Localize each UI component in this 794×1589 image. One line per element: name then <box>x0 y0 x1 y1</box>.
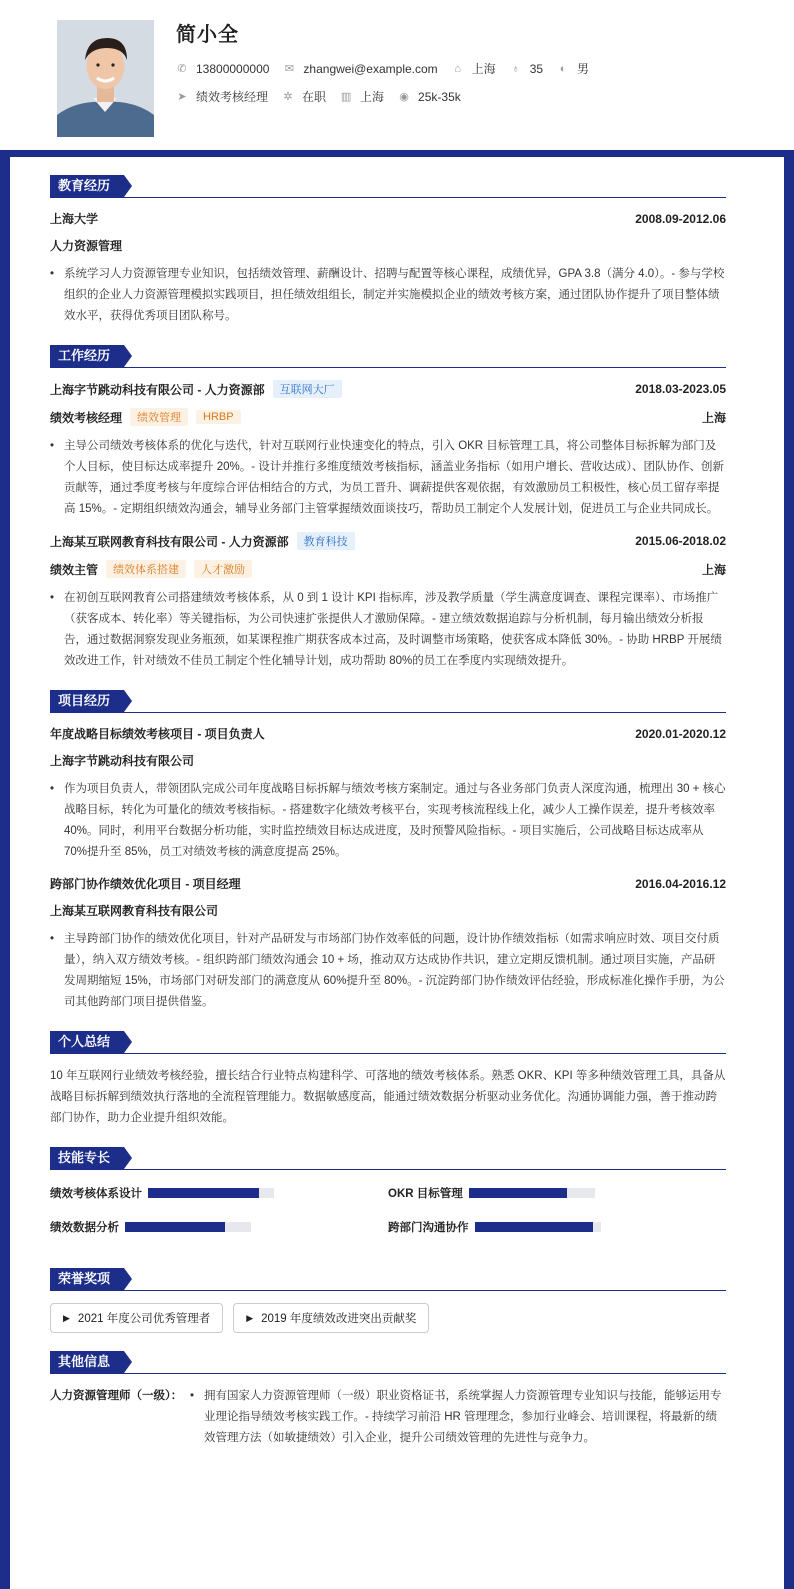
work-city: 上海 <box>360 90 385 104</box>
major: 人力资源管理 <box>50 239 123 253</box>
work-description: • 主导公司绩效考核体系的优化与迭代，针对互联网行业快速变化的特点，引入 OKR 目标管理工具，将公司整体目标拆解为部门及个人目标，使目标达成率提升 20%。- 设计并推行多维度绩效考核指标，涵盖业务指标（如用户增长、营收达成）、团队协作、创新贡献等，通过季度考核与年度综合评估相结合的方式，为员工晋升、调薪提供客观依据，有效激励员工积极性，核心员工留存率提高 15%。- 定期组织绩效沟通会，辅导业务部门主管掌握绩效面谈技巧，帮助员工制定个人发展计划，促进员工与企业共同成长。 <box>50 436 726 520</box>
skill-item <box>388 1182 726 1204</box>
project-company: 上海某互联网教育科技有限公司 <box>50 904 219 918</box>
job-intent-row <box>176 88 475 105</box>
project-name: 跨部门协作绩效优化项目 - 项目经理 <box>50 877 241 891</box>
send-icon: ➤ <box>177 90 187 103</box>
gender: 男 <box>577 62 590 76</box>
other-section <box>50 1351 726 1461</box>
expected-salary: 25k-35k <box>418 89 461 104</box>
contact-row <box>176 60 603 77</box>
job-status: 在职 <box>302 90 327 104</box>
section-title: 教育经历 <box>50 175 726 198</box>
work-city: 上海 <box>701 562 726 577</box>
skill-item <box>388 1216 726 1238</box>
education-date: 2008.09-2012.06 <box>635 211 726 226</box>
section-title: 荣誉奖项 <box>50 1268 726 1291</box>
skills-list <box>50 1182 726 1250</box>
skill-tag: 绩效体系搭建 <box>106 560 186 578</box>
skill-level <box>475 1222 593 1232</box>
award-label: 2019 年度绩效改进突出贡献奖 <box>261 1313 417 1325</box>
skills-section <box>50 1147 726 1250</box>
award-chip <box>233 1303 429 1333</box>
certificate-name: 人力资源管理师（一级）： <box>50 1390 183 1402</box>
skill-bar <box>469 1188 595 1198</box>
role-title: 绩效主管 <box>50 562 99 577</box>
work-date: 2018.03-2023.05 <box>635 382 726 396</box>
awards-section <box>50 1268 726 1333</box>
skill-bar <box>125 1222 251 1232</box>
skill-item <box>50 1182 388 1204</box>
avatar <box>57 20 154 137</box>
education-item <box>50 210 726 227</box>
project-date: 2020.01-2020.12 <box>635 726 726 741</box>
salary-icon: ◉ <box>399 90 409 103</box>
gender-icon: ◐ <box>559 62 567 75</box>
skill-bar <box>475 1222 601 1232</box>
work-date: 2015.06-2018.02 <box>635 534 726 548</box>
cake-icon: ♁ <box>511 62 520 75</box>
skill-name: OKR 目标管理 <box>388 1188 463 1200</box>
section-title: 技能专长 <box>50 1147 726 1170</box>
project-row <box>50 725 726 742</box>
project-row <box>50 875 726 892</box>
home-icon: ⌂ <box>454 62 461 75</box>
skill-level <box>469 1188 567 1198</box>
section-title: 个人总结 <box>50 1031 726 1054</box>
skill-item <box>50 1216 388 1238</box>
email-icon: ✉ <box>284 62 295 75</box>
role-title: 绩效考核经理 <box>50 410 123 425</box>
section-title: 项目经历 <box>50 690 726 713</box>
skill-bar <box>148 1188 274 1198</box>
work-section <box>50 345 726 672</box>
education-description: • 系统学习人力资源管理专业知识，包括绩效管理、薪酬设计、招聘与配置等核心课程，成绩优异，GPA 3.8（满分 4.0）。- 参与学校组织的企业人力资源管理模拟实践项目，担任绩效组组长，制定并实施模拟企业的绩效考核方案，通过团队协作提升了项目整体绩效水平，获得优秀项目团队称号。 <box>50 264 726 327</box>
project-description: • 作为项目负责人，带领团队完成公司年度战略目标拆解与绩效考核方案制定。通过与各业务部门负责人深度沟通，梳理出 30 + 核心战略目标，转化为可量化的绩效考核指标。- 搭建数字化绩效考核平台，实现考核流程线上化，减少人工操作误差，提升考核效率 40%。同时，利用平台数据分析功能，实时监控绩效目标达成进度，及时预警风险指标。- 项目实施后，公司战略目标达成率从 70%提升至 85%，员工对绩效考核的满意度提高 25%。 <box>50 779 726 863</box>
project-name: 年度战略目标绩效考核项目 - 项目负责人 <box>50 727 265 741</box>
education-section <box>50 175 726 327</box>
resume-header <box>0 0 794 150</box>
skill-name: 跨部门沟通协作 <box>388 1222 469 1234</box>
section-title: 其他信息 <box>50 1351 726 1374</box>
projects-section <box>50 690 726 1013</box>
skill-name: 绩效数据分析 <box>50 1222 119 1234</box>
work-role-row <box>50 408 726 426</box>
age: 35 <box>529 61 544 76</box>
skill-tag: 人才激励 <box>194 560 252 578</box>
work-description: • 在初创互联网教育公司搭建绩效考核体系，从 0 到 1 设计 KPI 指标库，涉及教学质量（学生满意度调查、课程完课率）、市场推广（获客成本、转化率）等关键指标，为公司快速扩张提供人才激励保障。- 建立绩效数据追踪与分析机制，每月输出绩效分析报告，通过数据洞察发现业务瓶颈，如某课程推广期获客成本过高，及时调整市场策略，使获客成本降低 30%。- 协助 HRBP 开展绩效改进工作，针对绩效不佳员工制定个性化辅导计划，成功帮助 80%的员工在季度内实现绩效提升。 <box>50 588 726 672</box>
phone-icon: ✆ <box>177 62 187 75</box>
other-item <box>50 1386 726 1461</box>
awards-list <box>50 1303 726 1333</box>
skill-level <box>148 1188 259 1198</box>
triangle-icon: ▶ <box>63 1312 70 1323</box>
skill-name: 绩效考核体系设计 <box>50 1188 142 1200</box>
work-company-row <box>50 380 726 398</box>
company-name: 上海字节跳动科技有限公司 - 人力资源部 <box>50 382 265 397</box>
work-city: 上海 <box>701 410 726 425</box>
target-position: 绩效考核经理 <box>196 90 269 104</box>
candidate-name: 简小全 <box>176 24 239 46</box>
work-company-row <box>50 532 726 550</box>
section-title: 工作经历 <box>50 345 726 368</box>
company-tag: 互联网大厂 <box>273 380 342 398</box>
summary-section <box>50 1031 726 1129</box>
home-city: 上海 <box>471 62 496 76</box>
gear-icon: ✲ <box>283 90 293 103</box>
building-icon: ▥ <box>340 90 352 103</box>
phone-number: 13800000000 <box>196 61 270 76</box>
resume-body <box>10 157 784 1589</box>
project-company: 上海字节跳动科技有限公司 <box>50 754 195 768</box>
summary-text: 10 年互联网行业绩效考核经验，擅长结合行业特点构建科学、可落地的绩效考核体系。熟悉 OKR、KPI 等多种绩效管理工具，具备从战略目标拆解到绩效执行落地的全流程管理能力。数据敏感度高，能通过绩效数据分析驱动业务优化。沟通协调能力强，善于推动跨部门协作，助力企业提升组织效能。 <box>50 1070 726 1124</box>
company-name: 上海某互联网教育科技有限公司 - 人力资源部 <box>50 534 289 549</box>
project-description: • 主导跨部门协作的绩效优化项目，针对产品研发与市场部门协作效率低的问题，设计协作绩效指标（如需求响应时效、项目交付质量），纳入双方绩效考核。- 组织跨部门绩效沟通会 10 + 场，推动双方达成协作共识，建立定期反馈机制。通过项目实施，产品研发周期缩短 15%，市场部门对研发部门的满意度从 60%提升至 80%。- 沉淀跨部门协作绩效评估经验，形成标准化操作手册，为公司其他跨部门项目提供借鉴。 <box>50 929 726 1013</box>
company-tag: 教育科技 <box>297 532 355 550</box>
certificate-description: • 拥有国家人力资源管理师（一级）职业资格证书，系统掌握人力资源管理专业知识与技能，能够运用专业理论指导绩效考核实践工作。- 持续学习前沿 HR 管理理念，参加行业峰会、培训课程，将最新的绩效管理方法（如敏捷绩效）引入企业，提升公司绩效管理的先进性与竞争力。 <box>190 1386 726 1449</box>
email-address: zhangwei@example.com <box>303 61 438 76</box>
skill-tag: HRBP <box>196 410 241 424</box>
triangle-icon: ▶ <box>246 1312 254 1323</box>
skill-level <box>125 1222 225 1232</box>
project-date: 2016.04-2016.12 <box>635 876 726 891</box>
work-role-row <box>50 560 726 578</box>
award-label: 2021 年度公司优秀管理者 <box>77 1313 211 1325</box>
skill-tag: 绩效管理 <box>130 408 188 426</box>
school-name: 上海大学 <box>50 212 99 226</box>
award-chip <box>50 1303 223 1333</box>
